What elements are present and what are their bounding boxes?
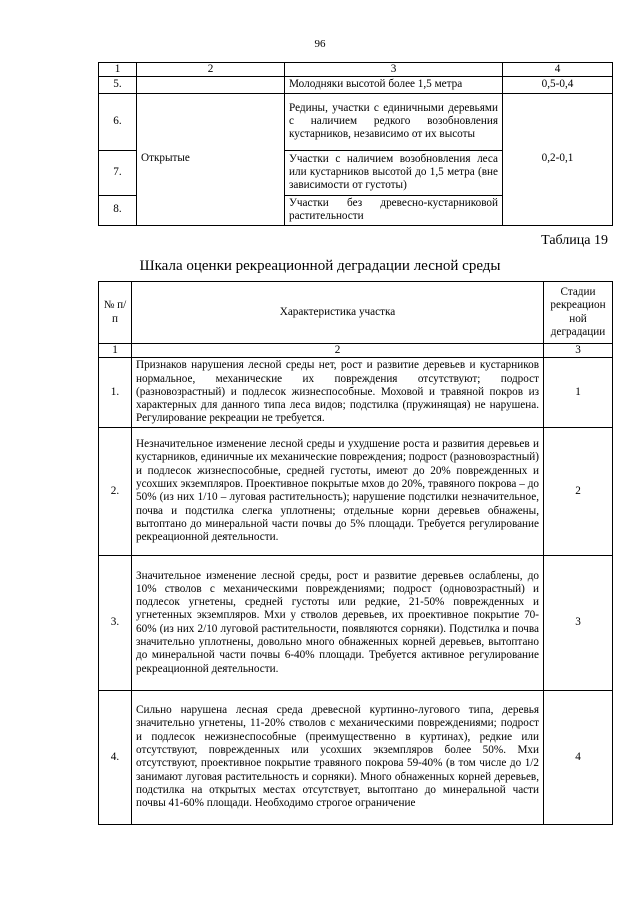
- head-characteristic: Характеристика участка: [132, 282, 544, 344]
- row-stage: 2: [544, 427, 613, 555]
- row-number: 8.: [99, 195, 137, 225]
- row-number: 6.: [99, 93, 137, 150]
- row-description: Участки с наличием возобновления леса или кустарников высотой до 1,5 метра (вне зависимости от густоты): [285, 150, 503, 195]
- row-stage: 4: [544, 690, 613, 824]
- table-row: [99, 358, 613, 427]
- land-category-table: [98, 62, 613, 226]
- row-characteristic: Сильно нарушена лесная среда древесной куртинно-лугового типа, деревья значительно угнетены, 11-20% стволов с механическими повреждениями; подрост и подлесок нежизнеспособные (преимущественно в куртинах), редкие или отсутствуют, поврежденных или усохших экземпляров более 50%. Мхи отсутствуют, проективное покрытие травяного покрова 59-40% (в том числе до 1/2 занимают луговая растительность и сорняки). Много обнаженных корней деревьев, подстилка на открытых местах отсутствует, вытоптано до минеральной части почвы 41-60% площади. Необходимо строгое ограничение: [132, 690, 544, 824]
- group-value: 0,2-0,1: [503, 93, 613, 225]
- row-number: 1.: [99, 358, 132, 427]
- table-row: [99, 690, 613, 824]
- table-row: [99, 77, 613, 93]
- row-characteristic: Незначительное изменение лесной среды и ухудшение роста и развития деревьев и кустарников, единичные их механические повреждения; подрост (разновозрастный) и подлесок жизнеспособные, средней густоты, имеют до 20% поврежденных и усохших экземпляров. Проективное покрытые мхов до 20%, травяного покрова – до 50% (из них 1/10 – луговая растительность); нарушение подстилки незначительное, почва и подстилка слегка уплотнены; отдельные корни деревьев обнажены, вытоптано до минеральной части почвы до 5% площади. Требуется регулирование рекреационной деятельности.: [132, 427, 544, 555]
- row-characteristic: Признаков нарушения лесной среды нет, рост и развитие деревьев и кустарников нормальное, механические их повреждения отсутствуют; подрост (разновозрастный) и подлесок жизнеспособные. Моховой и травяной покров из характерных для данного типа леса видов; подстилка (пружинящая) не нарушена. Регулирование рекреации не требуется.: [132, 358, 544, 427]
- head-number: № п/п: [99, 282, 132, 344]
- column-number-1: 1: [99, 344, 132, 358]
- row-stage: 1: [544, 358, 613, 427]
- degradation-scale-table: [98, 281, 613, 825]
- row-stage: 3: [544, 555, 613, 690]
- group-cell: [137, 77, 285, 93]
- row-number: 3.: [99, 555, 132, 690]
- column-number-2: 2: [132, 344, 544, 358]
- row-description: Участки без древесно-кустарниковой растительности: [285, 195, 503, 225]
- row-number: 2.: [99, 427, 132, 555]
- head-stage: Стадии рекреацион ной деградации: [544, 282, 613, 344]
- row-value: 0,5-0,4: [503, 77, 613, 93]
- group-label: Открытые: [137, 93, 285, 225]
- page-number: 96: [314, 38, 326, 50]
- column-number-3: 3: [285, 63, 503, 77]
- table-head-row: [99, 282, 613, 344]
- column-number-4: 4: [503, 63, 613, 77]
- table-header-row: [99, 63, 613, 77]
- row-number: 4.: [99, 690, 132, 824]
- table-header-row: [99, 344, 613, 358]
- table-caption: Таблица 19: [541, 233, 608, 248]
- table-title: Шкала оценки рекреационной деградации лесной среды: [139, 258, 501, 274]
- column-number-1: 1: [99, 63, 137, 77]
- column-number-3: 3: [544, 344, 613, 358]
- row-description: Молодняки высотой более 1,5 метра: [285, 77, 503, 93]
- row-description: Редины, участки с единичными деревьями с наличием редкого возобновления кустарников, независимо от их высоты: [285, 93, 503, 150]
- row-number: 7.: [99, 150, 137, 195]
- column-number-2: 2: [137, 63, 285, 77]
- row-characteristic: Значительное изменение лесной среды, рост и развитие деревьев ослаблены, до 10% стволов с механическими повреждениями; подрост (одновозрастный) и подлесок угнетены, средней густоты или редкие, 21-50% поврежденных и угнетенных экземпляров. Мхи у стволов деревьев, их проективное покрытие 70-60% (из них 2/10 луговой растительности, появляются сорняки). Подстилка и почва значительно уплотнены, довольно много обнаженных корней деревьев, вытоптано до минеральной части почвы 6-40% площади. Требуется активное регулирование рекреационной деятельности.: [132, 555, 544, 690]
- table-row: [99, 555, 613, 690]
- table-row: [99, 427, 613, 555]
- row-number: 5.: [99, 77, 137, 93]
- table-row: [99, 93, 613, 150]
